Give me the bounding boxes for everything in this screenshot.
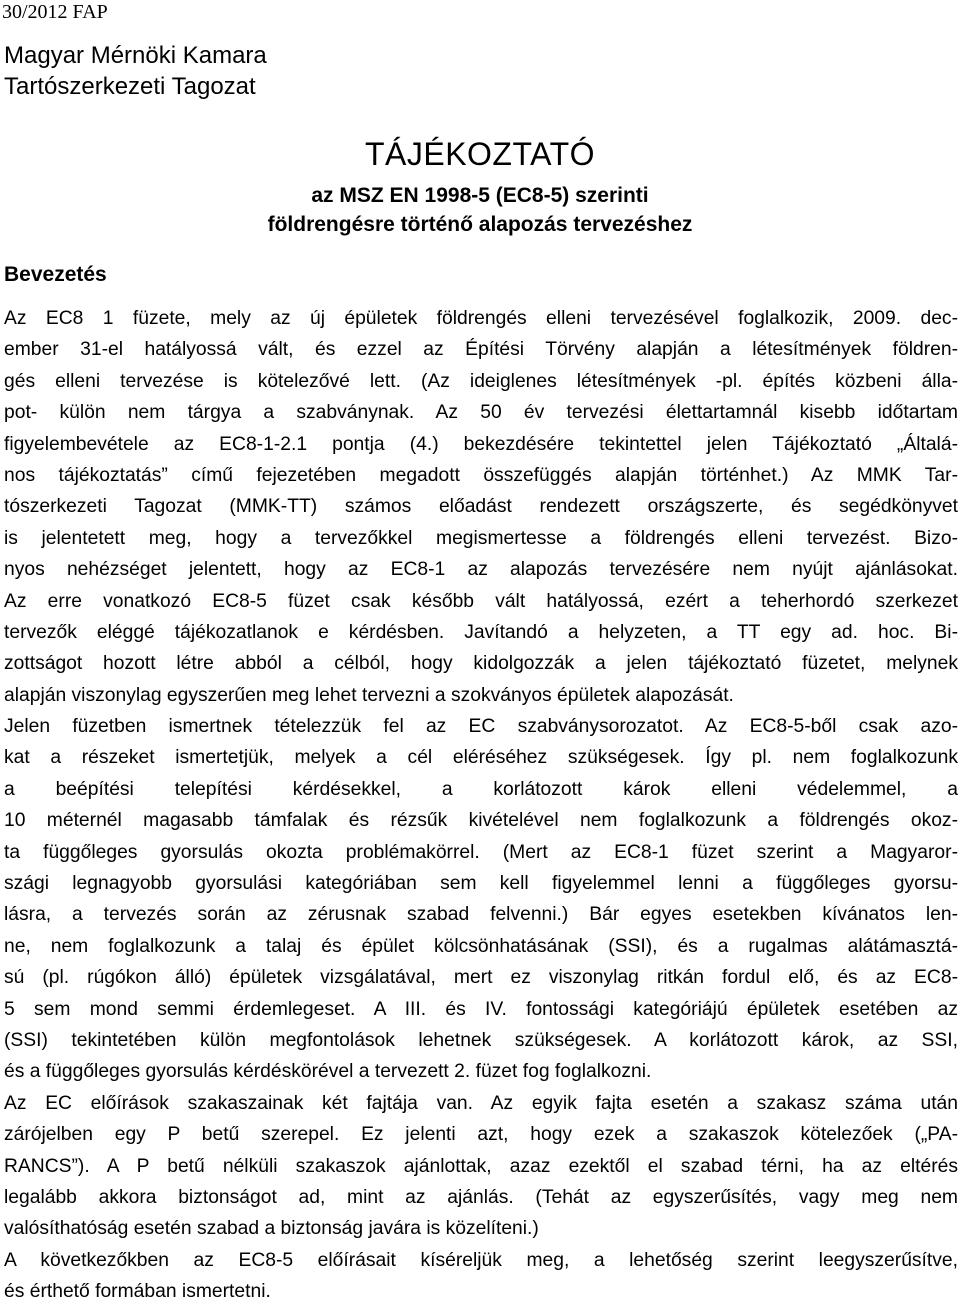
text-line: nos tájékoztatás” című fejezetében megadott összefüggés alapján történhet.) Az MMK Tar- — [4, 464, 958, 486]
text-line: Az EC8 1 füzete, mely az új épületek földrengés elleni tervezésével foglalkozik, 2009. dec- — [4, 308, 958, 329]
text-line: nyos nehézséget jelentett, hogy az EC8-1 az alapozás tervezésére nem nyújt ajánlásokat. — [4, 559, 958, 581]
text-line: ne, nem foglalkozunk a talaj és épület kölcsönhatásának (SSI), és a rugalmas alátámasztá- — [4, 935, 958, 957]
body-text — [4, 303, 958, 1308]
text-line: zárójelben egy P betű szerepel. Ez jelenti azt, hogy ezek a szakaszok kötelezőek („PA- — [4, 1124, 958, 1146]
document-title: TÁJÉKOZTATÓ — [364, 136, 596, 172]
organization-name: Magyar Mérnöki Kamara — [4, 42, 267, 69]
subtitle-line-2: földrengésre történő alapozás tervezéshez — [267, 213, 693, 236]
text-line: Jelen füzetben ismertnek tételezzük fel az EC szabványsorozatot. Az EC8-5-ből csak azo- — [4, 716, 958, 738]
text-line: (SSI) tekintetében külön megfontolások lehetnek szükségesek. A korlátozott károk, az SSI, — [4, 1029, 958, 1051]
text-line: alapján viszonylag egyszerűen meg lehet tervezni a szokványos épületek alapozását. — [4, 684, 734, 706]
text-line: és érthető formában ismertetni. — [4, 1281, 271, 1303]
text-line: tószerkezeti Tagozat (MMK-TT) számos előadást rendezett országszerte, és segédkönyvet — [4, 496, 958, 518]
text-line: pot- külön nem tárgya a szabványnak. Az 50 év tervezési élettartamnál kisebb időtartam — [4, 402, 958, 424]
text-line: tervezők eléggé tájékozatlanok e kérdésben. Javítandó a helyzeten, a TT egy ad. hoc. Bi- — [4, 621, 958, 643]
text-line: kat a részeket ismertetjük, melyek a cél eléréséhez szükségesek. Így pl. nem foglalkozunk — [4, 747, 958, 769]
text-line: sú (pl. rúgókon álló) épületek vizsgálatával, mert ez viszonylag ritkán fordul elő, és az EC8- — [4, 967, 958, 989]
text-line: gés elleni tervezése is kötelezővé lett. (Az ideiglenes létesítmények -pl. építés közbeni álla- — [4, 370, 958, 392]
text-line: Az erre vonatkozó EC8-5 füzet csak később vált hatályossá, ezért a teherhordó szerkezet — [4, 590, 958, 612]
text-line: ta függőleges gyorsulás okozta problémakörrel. (Mert az EC8-1 füzet szerint a Magyaror- — [4, 841, 958, 863]
organization-section: Tartószerkezeti Tagozat — [4, 73, 256, 100]
section-heading: Bevezetés — [4, 263, 107, 286]
text-line: RANCS”). A P betű nélküli szakaszok ajánlottak, azaz ezektől el szabad térni, ha az eltérés — [4, 1155, 958, 1177]
text-line: A következőkben az EC8-5 előírásait kíséreljük meg, a lehetőség szerint leegyszerűsítve, — [4, 1249, 958, 1271]
text-line: és a függőleges gyorsulás kérdéskörével a tervezett 2. füzet fog foglalkozni. — [4, 1061, 652, 1083]
text-line: szági legnagyobb gyorsulási kategóriában sem kell figyelemmel lenni a függőleges gyorsu- — [4, 873, 958, 895]
text-line: legalább akkora biztonságot ad, mint az ajánlás. (Tehát az egyszerűsítés, vagy meg nem — [4, 1186, 958, 1208]
text-line: figyelembevétele az EC8-1-2.1 pontja (4.) bekezdésére tekintettel jelen Tájékoztató „Általá- — [4, 433, 958, 455]
document-subtitle — [0, 181, 960, 239]
text-line: 5 sem mond semmi érdemlegeset. A III. és IV. fontossági kategóriájú épületek esetében az — [4, 998, 958, 1020]
text-line: a beépítési telepítési kérdésekkel, a korlátozott károk elleni védelemmel, a — [4, 778, 958, 800]
text-line: zottságot hozott létre abból a célból, hogy kidolgozzák a jelen tájékoztató füzetet, melynek — [4, 653, 958, 675]
document-reference: 30/2012 FAP — [2, 1, 108, 23]
subtitle-line-1: az MSZ EN 1998-5 (EC8-5) szerinti — [311, 184, 649, 207]
text-line: valósíthatóság esetén szabad a biztonság javára is közelíteni.) — [4, 1218, 539, 1240]
text-line: Az EC előírások szakaszainak két fajtája van. Az egyik fajta esetén a szakasz száma után — [4, 1092, 958, 1114]
text-line: lásra, a tervezés során az zérusnak szabad felvenni.) Bár egyes esetekben kívánatos len- — [4, 904, 958, 926]
organization-header — [4, 40, 267, 102]
text-line: 10 méternél magasabb támfalak és rézsűk kivételével nem foglalkozunk a földrengés okoz- — [4, 810, 958, 832]
text-line: ember 31-el hatályossá vált, és ezzel az Építési Törvény alapján a létesítmények földren- — [4, 339, 958, 361]
text-line: is jelentetett meg, hogy a tervezőkkel megismertesse a földrengés elleni tervezést. Bizo- — [4, 527, 958, 549]
